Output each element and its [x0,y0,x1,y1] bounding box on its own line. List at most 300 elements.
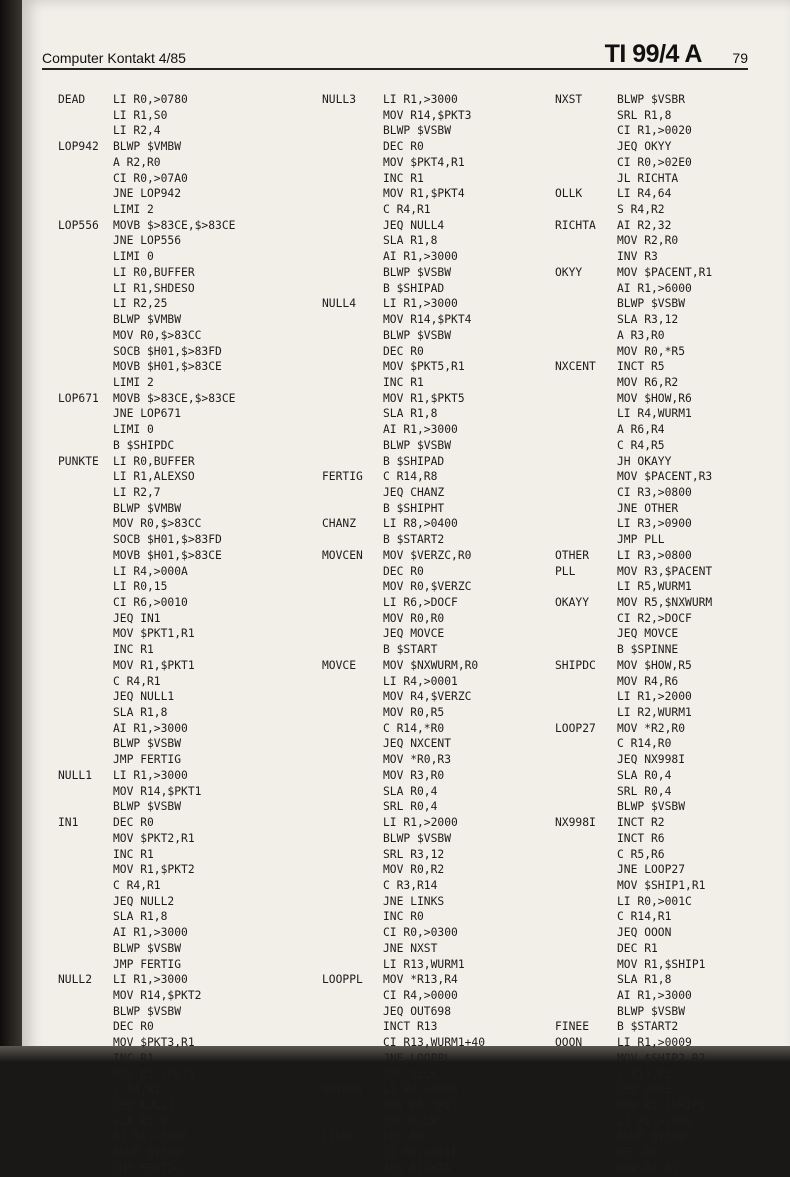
code-instruction: JL RICHTA [617,171,679,185]
code-instruction: B $SHIPHT [383,501,445,515]
code-line [555,485,712,501]
code-instruction: CI R6,>0010 [113,596,188,609]
code-label: RICHTA [555,218,596,232]
code-line [555,862,712,878]
code-line [58,233,235,249]
code-instruction: LI R1,SHDESO [113,281,195,295]
code-label: NULL2 [58,973,93,987]
code-instruction: INC R1 [113,847,154,861]
code-instruction: SLA R1,8 [113,1114,168,1128]
code-line [555,626,712,642]
code-line [322,878,485,894]
code-instruction: MOV R1,$SHIP1 [617,957,706,971]
code-line [555,532,712,548]
code-instruction: MOV R1,$PKT4 [383,187,465,201]
code-line [555,1004,712,1020]
code-line [322,454,485,470]
code-instruction: SLA R1,8 [383,234,438,248]
code-instruction: MOV R3,R0 [383,768,445,782]
code-instruction: INC R1 [113,643,154,657]
code-line [322,171,485,187]
code-instruction: C R14,*R0 [383,721,445,735]
code-line [58,1019,235,1035]
code-instruction: JEQ NULL2 [113,894,175,908]
code-line [555,516,712,532]
code-instruction: BLWP $VSBW [383,438,452,452]
code-line [58,438,235,454]
code-label: FINEE [555,1020,590,1034]
code-instruction: C R14,R8 [383,470,438,484]
code-line [322,344,485,360]
code-line [322,579,485,595]
system-title: TI 99/4 A [604,40,702,68]
code-line [322,564,485,580]
code-line [58,721,235,737]
code-instruction: MOV R4,R6 [617,674,679,688]
code-line [555,501,712,517]
code-line [58,454,235,470]
code-instruction: MOV R14,$PKT1 [113,784,202,798]
code-instruction: MOV R5,$NXWURM [617,596,713,609]
code-label: OLLK [555,187,583,201]
code-line [58,564,235,580]
code-instruction: BLWP $VMBW [113,140,182,154]
code-line [58,894,235,910]
code-instruction: AI R1,>6000 [617,281,692,295]
code-line [555,1129,712,1145]
code-instruction: LI R2,7 [113,485,161,499]
code-line [322,674,485,690]
code-line [58,92,235,108]
code-line [322,406,485,422]
code-line [58,265,235,281]
code-instruction: B $SPINNE [617,643,679,657]
code-instruction: JNE OTHER [617,501,679,515]
code-label: OTHER [555,548,590,562]
code-instruction: INC R1 [383,171,424,185]
code-line [58,186,235,202]
code-line [58,768,235,784]
code-line [555,642,712,658]
code-instruction: C R4,R5 [617,438,665,452]
code-instruction: MOV R6,R2 [617,375,679,389]
code-line [58,611,235,627]
code-label: PUNKTE [58,454,99,468]
code-instruction: MOV $PACENT,R3 [617,470,713,484]
code-line [322,642,485,658]
code-instruction: INCT R5 [617,360,665,374]
code-instruction: SLA R1,8 [113,706,168,720]
code-line [555,155,712,171]
code-instruction: LI R0,15 [113,580,168,594]
code-line [555,328,712,344]
code-instruction: LIMI 2 [113,203,154,217]
code-instruction: JEQ NULL4 [383,218,445,232]
code-line [58,579,235,595]
code-line [322,532,485,548]
code-instruction: LI R0,BUFFER [113,454,195,468]
code-line [555,233,712,249]
code-instruction: LI R4,64 [617,187,672,201]
code-instruction: SLA R1,8 [617,973,672,987]
code-instruction: AI R1,>3000 [113,721,188,735]
code-line [322,139,485,155]
code-instruction: AI R1,>3000 [383,250,458,264]
code-line [58,139,235,155]
code-instruction: MOV $NXWURM,R0 [383,658,479,672]
code-line [58,1082,235,1098]
code-instruction: AI R1,>3000 [113,926,188,940]
code-line [322,155,485,171]
code-line [58,548,235,564]
code-instruction: MOV R2,R1 [617,1161,679,1175]
code-line [322,988,485,1004]
code-instruction: BLWP $VSBW [617,1130,686,1144]
code-line [58,658,235,674]
code-instruction: CI R13,WURM1+40 [383,1036,486,1050]
code-instruction: MOV R3,$PACENT [617,564,713,578]
code-instruction: LI R1,>3000 [383,297,458,311]
code-line [58,1161,235,1177]
code-line [555,312,712,328]
code-instruction: MOV R2,R0 [617,234,679,248]
code-line [58,328,235,344]
code-instruction: LIMI 0 [113,423,154,437]
code-line [555,972,712,988]
code-line [322,328,485,344]
code-line [555,139,712,155]
code-line [58,957,235,973]
code-line [555,674,712,690]
code-line [555,265,712,281]
code-instruction: JNE LOOP27 [617,863,686,877]
code-line [58,155,235,171]
code-line [322,123,485,139]
code-instruction: MOV $HOW,R5 [617,658,692,672]
code-line [555,469,712,485]
code-instruction: MOV $SHIP1,R1 [617,878,706,892]
code-line [58,1004,235,1020]
code-line [555,831,712,847]
code-instruction: MOV R0,R2 [383,863,445,877]
code-instruction: MOV R14,$PKT4 [383,313,472,327]
code-line [555,957,712,973]
code-instruction: JNE LOP671 [113,407,182,421]
code-label: LOP671 [58,391,99,405]
code-line [322,249,485,265]
code-line [555,847,712,863]
code-line [322,752,485,768]
code-instruction: MOV $SHIP2,R2 [617,1051,706,1065]
code-instruction: MOV R1,$PKT3 [113,1067,195,1081]
code-line [322,658,485,674]
code-line [58,1114,235,1130]
code-line [555,375,712,391]
code-instruction: LI R1,ALEXSO [113,470,195,484]
code-line [555,186,712,202]
code-line [322,689,485,705]
code-instruction: MOV R0,$VERZC [383,580,472,594]
code-line [322,862,485,878]
code-instruction: LI R1,>3000 [383,93,458,106]
code-line [555,721,712,737]
code-instruction: LI R8,>0400 [383,517,458,531]
code-instruction: INC R1 [113,1051,154,1065]
code-line [555,595,712,611]
code-instruction: LI R1,>2000 [383,816,458,830]
page-header [42,40,748,70]
code-line [58,1145,235,1161]
code-line [58,532,235,548]
code-label: NXCENT [555,360,596,374]
code-instruction: JEQ NXCENT [383,737,452,751]
code-line [58,988,235,1004]
code-instruction: JNE NXST [383,941,438,955]
code-line [58,736,235,752]
code-line [58,344,235,360]
code-line [58,218,235,234]
code-line [58,422,235,438]
code-line [555,1098,712,1114]
code-instruction: INC R1 [383,375,424,389]
code-instruction: BLWP $VSBW [113,800,182,814]
code-label: LOP556 [58,218,99,232]
code-line [322,1161,485,1177]
code-instruction: DEC R0 [383,1130,424,1144]
code-line [555,406,712,422]
code-line [58,878,235,894]
code-line [58,375,235,391]
code-instruction: BLWP $VSBW [383,124,452,138]
code-label: PLL [555,564,576,578]
code-instruction: LI R6,>DOCF [383,596,458,609]
code-line [58,626,235,642]
code-line [58,1067,235,1083]
code-instruction: B $SHIPDC [113,438,175,452]
code-line [555,281,712,297]
code-line [322,186,485,202]
code-instruction: INCT R2 [617,816,665,830]
code-line [322,611,485,627]
code-line [58,108,235,124]
code-instruction: BLWP $VMBW [113,313,182,327]
code-instruction: JEQ OUT698 [383,1004,452,1018]
code-line [322,909,485,925]
code-label: NULL3 [322,93,357,106]
code-instruction: C R4,R1 [383,203,431,217]
code-instruction: BLWP $VSBW [617,800,686,814]
code-line [58,972,235,988]
code-line [322,894,485,910]
code-instruction: JEQ NULL3 [113,1099,175,1112]
code-line [58,847,235,863]
code-line [322,1004,485,1020]
code-line [322,736,485,752]
code-instruction: B $SHIPAD [383,281,445,295]
code-instruction: SLA R0,4 [617,768,672,782]
code-line [322,705,485,721]
code-instruction: JMP PLL [617,533,665,547]
code-line [322,296,485,312]
code-instruction: LI R2,WURM1 [617,706,692,720]
code-instruction: LI R1,S0 [113,108,168,122]
code-instruction: B $START2 [617,1020,679,1034]
code-line [58,799,235,815]
code-line [58,202,235,218]
code-line [58,941,235,957]
code-line [322,626,485,642]
code-line [58,705,235,721]
code-label: MOVCE [322,658,357,672]
code-line [58,689,235,705]
code-instruction: C R14,R0 [617,737,672,751]
code-instruction: LI R1,>2000 [617,690,692,704]
code-line [555,564,712,580]
code-label: OOON [555,1036,583,1050]
code-instruction: MOVB $H01,$>83CE [113,360,222,374]
code-instruction: MOV R1,$PKT5 [383,391,465,405]
page-binding-shadow [0,0,22,1062]
code-line [58,1051,235,1067]
code-instruction: LI R4,WURM1 [617,407,692,421]
code-line [58,925,235,941]
code-line [322,469,485,485]
code-instruction: MOVB $H01,$>83CE [113,548,222,562]
code-instruction: JEQ ENDE [617,1083,672,1097]
code-line [555,1114,712,1130]
code-instruction: AI R1,>3000 [113,1130,188,1144]
code-line [58,642,235,658]
code-line [555,359,712,375]
code-line [322,391,485,407]
code-instruction: A R3,R0 [617,328,665,342]
code-line [58,784,235,800]
code-instruction: SOCB $H01,$>83FD [113,344,222,358]
code-line [58,469,235,485]
code-line [322,1129,485,1145]
code-line [322,108,485,124]
code-instruction: SLA R1,8 [113,910,168,924]
code-label: FERTIG [322,470,363,484]
code-instruction: LI R1,>0009 [617,1036,692,1050]
code-line [58,296,235,312]
code-instruction: SLA R3,12 [617,313,679,327]
code-line [555,438,712,454]
code-line [555,171,712,187]
code-instruction: MOV R0,*R5 [617,344,686,358]
code-line [555,296,712,312]
code-label: CHANZ [322,517,357,531]
code-instruction: SLA R0,4 [383,784,438,798]
code-instruction: C R4,R1 [113,674,161,688]
code-line [322,815,485,831]
code-instruction: AI R2,32 [617,218,672,232]
code-line [555,1082,712,1098]
code-line [58,485,235,501]
code-instruction: MOV R0,R5 [383,706,445,720]
code-instruction: MOV $HOW,R6 [617,391,692,405]
listing-column-3 [555,92,712,1177]
code-instruction: MOV R0,R0 [383,611,445,625]
code-instruction: JEQ NX998I [617,753,686,767]
code-line [322,516,485,532]
code-instruction: BLWP $VSBR [617,93,686,106]
code-instruction: JEQ MOVCE [383,627,445,641]
code-instruction: MOV *R0,R3 [383,753,452,767]
code-instruction: CI R1,>0020 [617,124,692,138]
code-line [322,375,485,391]
code-instruction: B $START2 [383,533,445,547]
code-line [555,202,712,218]
code-line [322,422,485,438]
code-instruction: MOV R4,*R13 [383,1099,458,1112]
code-line [555,218,712,234]
code-line [58,1129,235,1145]
code-line [322,768,485,784]
code-instruction: SRL R3,12 [383,847,445,861]
code-instruction: LI R4,>0240 [383,1083,458,1097]
code-line [58,171,235,187]
code-instruction: JEQ OOON [617,926,672,940]
code-instruction: DEC R0 [383,140,424,154]
code-instruction: INC R0 [383,910,424,924]
code-instruction: LIMI 2 [113,375,154,389]
code-line [58,862,235,878]
code-instruction: C R14,R2 [617,1067,672,1081]
code-line [58,1098,235,1114]
code-line [58,406,235,422]
code-instruction: JNE LOP942 [113,187,182,201]
code-instruction: BLWP $VSBW [113,737,182,751]
code-line [555,123,712,139]
code-line [555,705,712,721]
code-instruction: CI R2,>DOCF [617,611,692,625]
code-line [555,1019,712,1035]
code-line [322,218,485,234]
code-instruction: SRL R0,4 [617,784,672,798]
code-instruction: S R4,R2 [617,203,665,217]
code-instruction: MOV $PKT5,R1 [383,360,465,374]
code-instruction: C R14,R1 [617,910,672,924]
code-line [555,1067,712,1083]
code-instruction: MOV R4,$VERZC [383,690,472,704]
code-instruction: BLWP $VSBW [113,1146,182,1160]
code-line [555,1161,712,1177]
code-instruction: JMP FERTIG [113,1161,182,1175]
code-instruction: JEQ RICHTA [383,1161,452,1175]
code-instruction: MOV $PKT1,R1 [113,627,195,641]
code-instruction: BLWP $VSBW [383,328,452,342]
code-line [58,312,235,328]
code-line [58,1035,235,1051]
code-line [322,359,485,375]
code-instruction: LI R2,4 [113,124,161,138]
code-instruction: BLWP $VSBW [113,941,182,955]
code-label: LINKS [322,1130,357,1144]
code-label: NX998I [555,816,596,830]
code-instruction: MOV $PACENT,R1 [617,265,713,279]
code-line [555,752,712,768]
code-line [555,658,712,674]
code-label: NXST [555,93,583,106]
code-instruction: C R4,R1 [113,1083,161,1097]
code-instruction: A R2,R0 [113,155,161,169]
code-instruction: AI R1,>3000 [617,988,692,1002]
code-line [322,438,485,454]
code-line [555,611,712,627]
code-instruction: LI R4,>0001 [383,674,458,688]
code-line [555,894,712,910]
